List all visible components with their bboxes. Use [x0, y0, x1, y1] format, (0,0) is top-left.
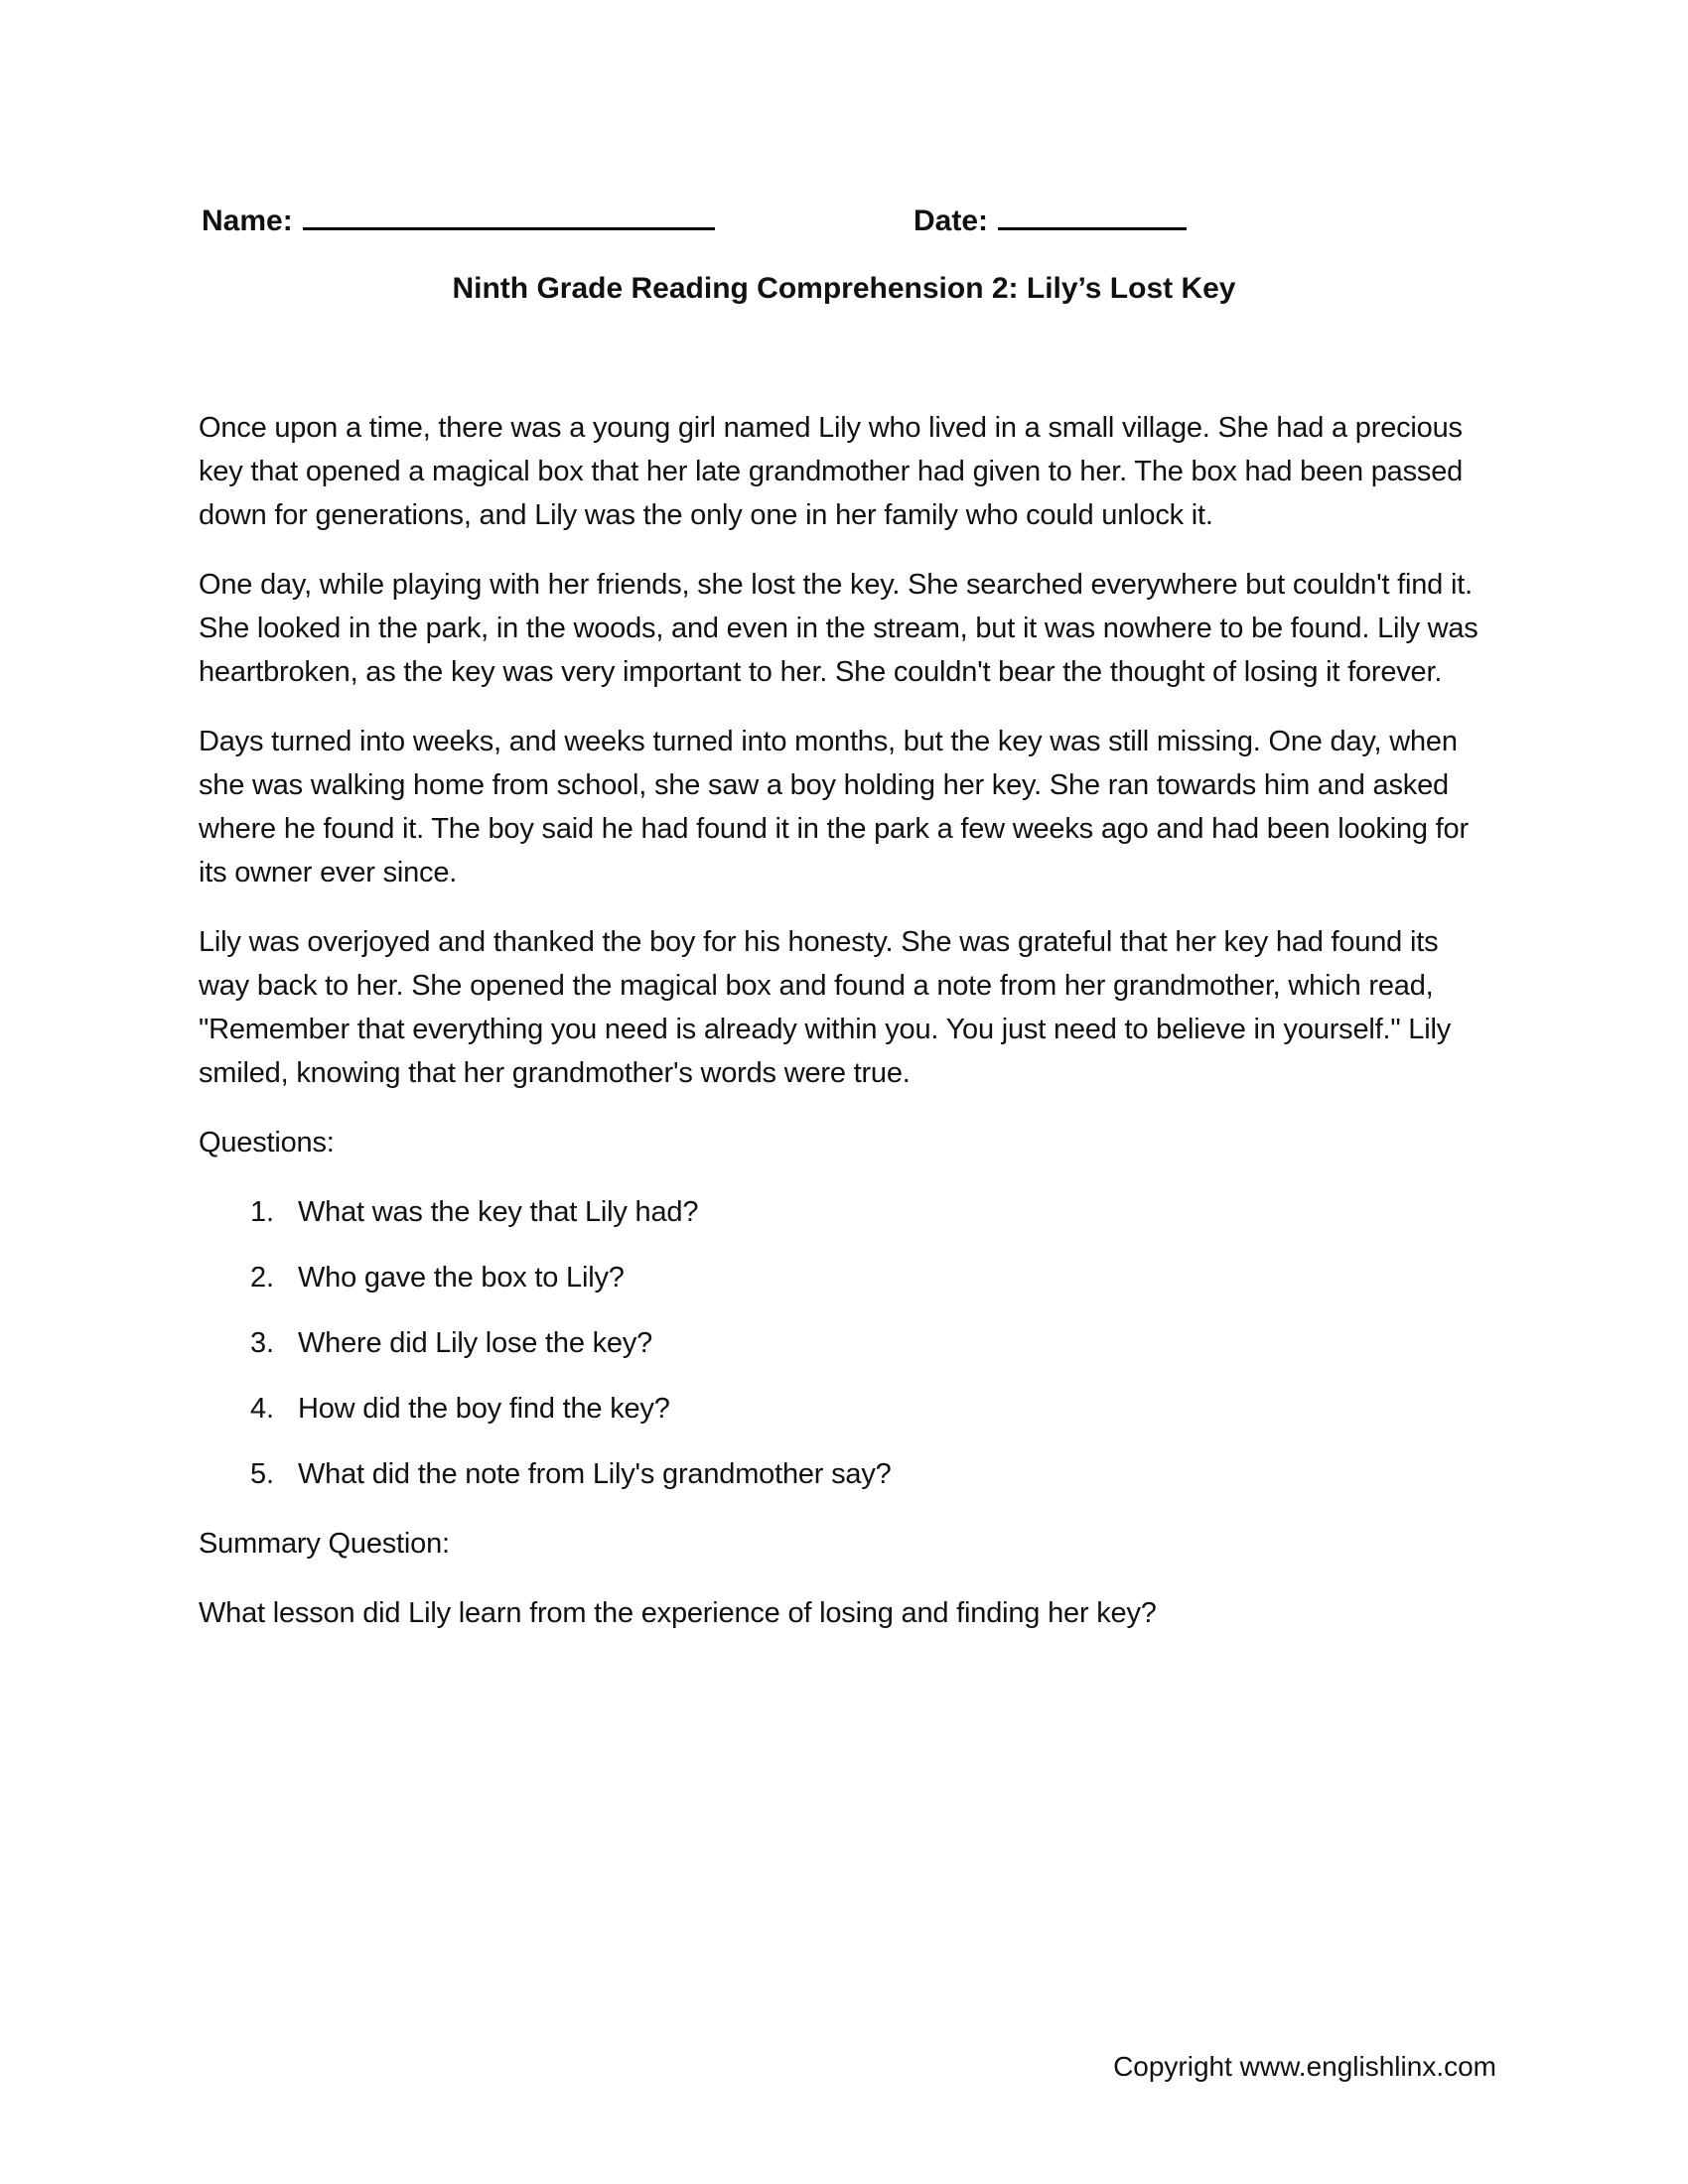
footer — [1113, 2047, 1496, 2087]
header-row — [199, 194, 1489, 241]
date-field — [914, 194, 1187, 243]
name-label: Name: — [202, 205, 293, 237]
question-item-1: What was the key that Lily had? — [298, 1196, 699, 1228]
passage-paragraph-2: One day, while playing with her friends, she lost the key. She searched everywhere but couldn't find it. She looked in the park, in the woods, and even in the stream, but it was nowhere to be found. Lily was heartbroken, as the key was very important to her. She couldn't bear the thought of losing it forever. — [199, 569, 1478, 688]
passage-paragraph-4: Lily was overjoyed and thanked the boy for his honesty. She was grateful that her key had found its way back to her. She opened the magical box and found a note from her grandmother, which read, "Remember that everything you need is already within you. You just need to believe in yourself." Lily smiled, knowing that her grandmother's words were true. — [199, 926, 1452, 1089]
question-item-4: How did the boy find the key? — [298, 1393, 670, 1425]
questions-heading: Questions: — [199, 1127, 335, 1159]
name-blank-line[interactable] — [303, 194, 715, 230]
worksheet-title: Ninth Grade Reading Comprehension 2: Lily’s Lost Key — [452, 272, 1236, 305]
question-item-3: Where did Lily lose the key? — [298, 1327, 653, 1359]
copyright-text: Copyright www.englishlinx.com — [1113, 2051, 1496, 2082]
date-label: Date: — [914, 205, 989, 237]
summary-heading: Summary Question: — [199, 1528, 450, 1560]
name-field — [202, 194, 715, 243]
question-item-2: Who gave the box to Lily? — [298, 1262, 625, 1294]
passage-paragraph-1: Once upon a time, there was a young girl named Lily who lived in a small village. She had a precious key that opened a magical box that her late grandmother had given to her. The box had been passed down for generations, and Lily was the only one in her family who could unlock it. — [199, 412, 1464, 531]
question-item-5: What did the note from Lily's grandmother say? — [298, 1458, 892, 1490]
summary-question: What lesson did Lily learn from the experience of losing and finding her key? — [199, 1597, 1157, 1629]
passage-paragraph-3: Days turned into weeks, and weeks turned into months, but the key was still missing. One day, when she was walking home from school, she saw a boy holding her key. She ran towards him and asked where he found it. The boy said he had found it in the park a few weeks ago and had been looking for its owner ever since. — [199, 726, 1469, 888]
reading-passage — [199, 406, 1489, 1095]
questions-list — [199, 1190, 1489, 1496]
date-blank-line[interactable] — [998, 194, 1187, 230]
